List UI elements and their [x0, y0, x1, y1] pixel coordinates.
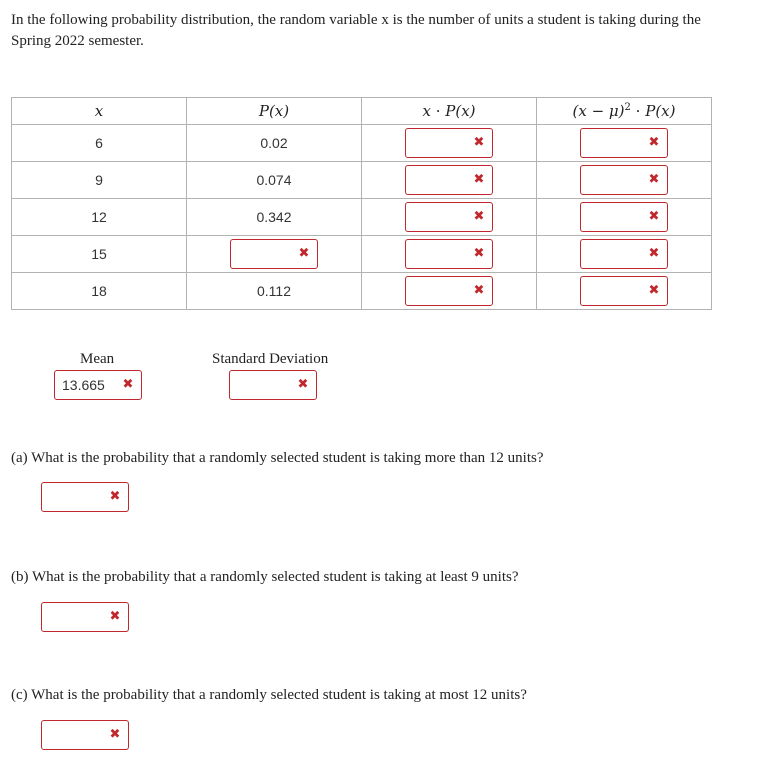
incorrect-x-icon: ✖ [473, 246, 485, 261]
table-row [12, 273, 712, 310]
question-b: (b) What is the probability that a randomly selected student is taking at least 9 units? [11, 569, 519, 585]
mean-label: Mean [80, 351, 115, 367]
x-value: 12 [12, 199, 187, 236]
px-value: 0.342 [187, 199, 362, 236]
header-squared-deviation-times-px: $(x - \mu)^2 \cdot P(x)$ [537, 98, 712, 125]
incorrect-x-icon: ✖ [109, 489, 121, 504]
incorrect-x-icon: ✖ [473, 172, 485, 187]
table-row [12, 236, 712, 273]
px-value: 0.112 [187, 273, 362, 310]
question-c: (c) What is the probability that a randomly selected student is taking at most 12 units? [11, 687, 527, 703]
table-row [12, 162, 712, 199]
question-a: (a) What is the probability that a randomly selected student is taking more than 12 units? [11, 450, 544, 466]
incorrect-x-icon: ✖ [473, 283, 485, 298]
incorrect-x-icon: ✖ [473, 209, 485, 224]
squared-deviation-input[interactable] [580, 239, 668, 269]
x-times-px-input[interactable] [405, 128, 493, 158]
header-x-times-px: x · P(x) [362, 98, 537, 125]
incorrect-x-icon: ✖ [122, 377, 134, 392]
header-x: x [12, 98, 187, 125]
table-header-row [12, 98, 712, 125]
incorrect-x-icon: ✖ [648, 283, 660, 298]
px-value: 0.02 [187, 125, 362, 162]
table-row [12, 125, 712, 162]
x-value: 6 [12, 125, 187, 162]
standard-deviation-input[interactable] [229, 370, 317, 400]
incorrect-x-icon: ✖ [109, 609, 121, 624]
mean-input[interactable]: 13.665 ✖ [54, 370, 142, 400]
header-px: P(x) [187, 98, 362, 125]
incorrect-x-icon: ✖ [648, 172, 660, 187]
intro-text: In the following probability distribution, the random variable x is the number of units a student is taking during the Spring 2022 semester. [11, 12, 701, 49]
answer-b-input[interactable] [41, 602, 129, 632]
x-value: 15 [12, 236, 187, 273]
px-value: 0.074 [187, 162, 362, 199]
incorrect-x-icon: ✖ [648, 135, 660, 150]
probability-table [11, 97, 712, 310]
x-times-px-input[interactable] [405, 165, 493, 195]
x-value: 18 [12, 273, 187, 310]
answer-a-input[interactable] [41, 482, 129, 512]
incorrect-x-icon: ✖ [648, 209, 660, 224]
x-times-px-input[interactable] [405, 202, 493, 232]
x-value: 9 [12, 162, 187, 199]
x-times-px-input[interactable] [405, 239, 493, 269]
squared-deviation-input[interactable] [580, 165, 668, 195]
squared-deviation-input[interactable] [580, 202, 668, 232]
px-input[interactable] [230, 239, 318, 269]
incorrect-x-icon: ✖ [297, 377, 309, 392]
incorrect-x-icon: ✖ [648, 246, 660, 261]
table-row [12, 199, 712, 236]
squared-deviation-input[interactable] [580, 276, 668, 306]
answer-c-input[interactable] [41, 720, 129, 750]
standard-deviation-label: Standard Deviation [212, 351, 329, 367]
incorrect-x-icon: ✖ [473, 135, 485, 150]
incorrect-x-icon: ✖ [298, 246, 310, 261]
squared-deviation-input[interactable] [580, 128, 668, 158]
incorrect-x-icon: ✖ [109, 727, 121, 742]
x-times-px-input[interactable] [405, 276, 493, 306]
